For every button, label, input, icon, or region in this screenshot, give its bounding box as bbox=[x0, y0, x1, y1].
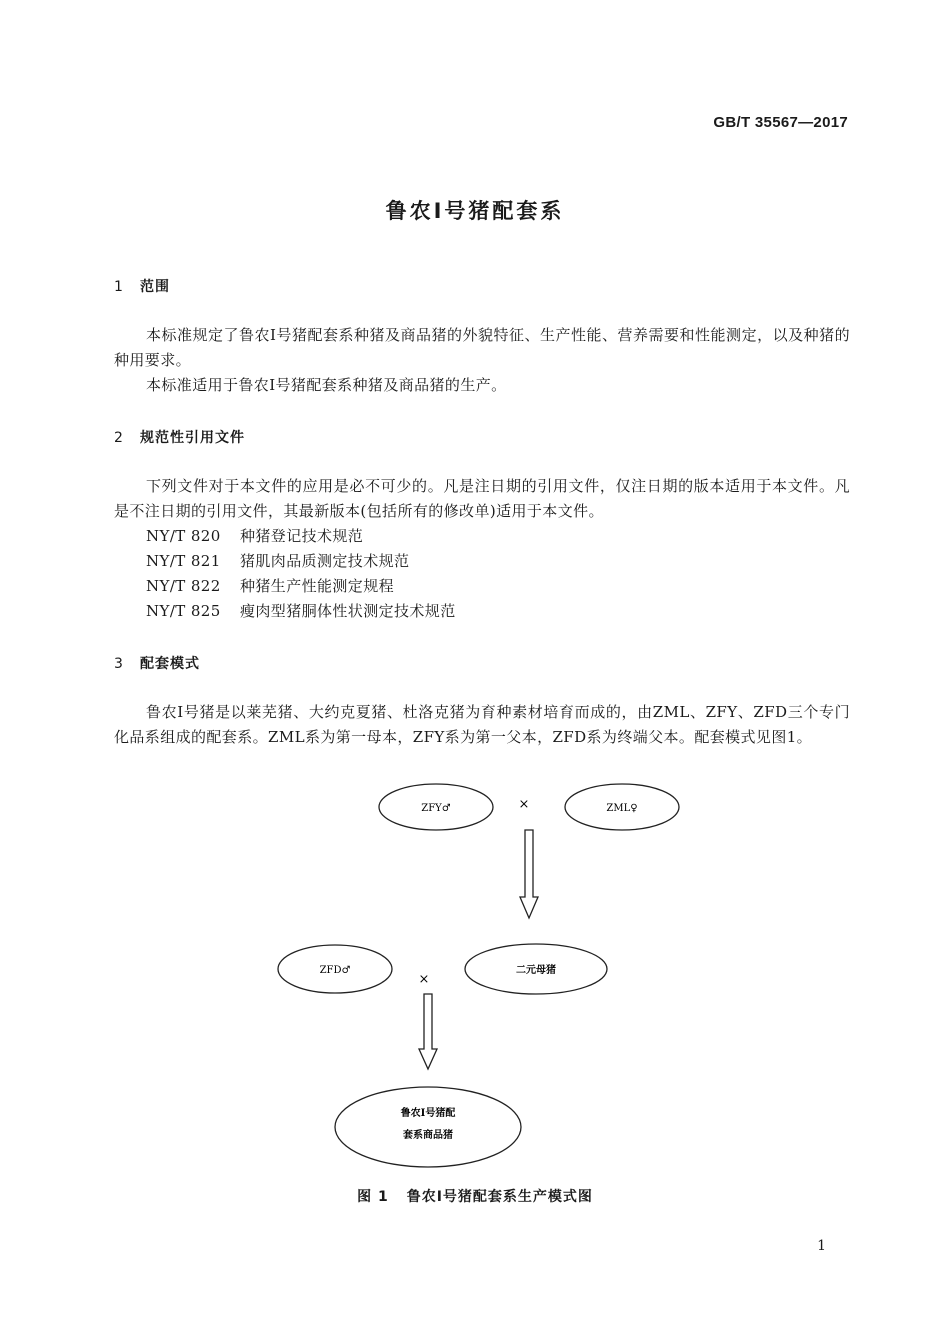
figure-title: 鲁农Ⅰ号猪配套系生产模式图 bbox=[406, 1189, 593, 1205]
reference-title: 瘦肉型猪胴体性状测定技术规范 bbox=[240, 602, 456, 620]
paragraph: 下列文件对于本文件的应用是必不可少的。凡是注日期的引用文件，仅注日期的版本适用于本文件。凡是不注日期的引用文件，其最新版本(包括所有的修改单)适用于本文件。 bbox=[114, 477, 850, 520]
reference-code: NY/T 821 bbox=[146, 552, 221, 570]
two-way-sow-label: 二元母猪 bbox=[516, 965, 556, 976]
page-title: 鲁农Ⅰ号猪配套系 bbox=[385, 199, 565, 223]
paragraph: 本标准规定了鲁农Ⅰ号猪配套系种猪及商品猪的外貌特征、生产性能、营养需要和性能测定，以及种猪的种用要求。 bbox=[114, 326, 850, 369]
page-number: 1 bbox=[817, 1238, 826, 1254]
zml-female-label: ZML♀ bbox=[606, 803, 638, 814]
section-title: 配套模式 bbox=[140, 656, 200, 672]
arrow-down-icon bbox=[419, 994, 437, 1069]
standard-code: GB/T 35567—2017 bbox=[713, 114, 848, 131]
section-number: 1 bbox=[114, 279, 124, 295]
cross-symbol: × bbox=[518, 797, 530, 812]
reference-title: 种猪生产性能测定规程 bbox=[240, 577, 395, 595]
cross-symbol: × bbox=[418, 972, 430, 987]
paragraph: 本标准适用于鲁农Ⅰ号猪配套系种猪及商品猪的生产。 bbox=[146, 376, 507, 394]
section-title: 范围 bbox=[140, 279, 170, 295]
figure-label: 图 1 bbox=[357, 1189, 389, 1205]
commercial-pig-node bbox=[335, 1087, 521, 1167]
reference-title: 猪肌肉品质测定技术规范 bbox=[240, 552, 410, 570]
reference-code: NY/T 825 bbox=[146, 602, 221, 620]
zfy-male-label: ZFY♂ bbox=[421, 803, 451, 814]
reference-title: 种猪登记技术规范 bbox=[240, 527, 364, 545]
arrow-down-icon bbox=[520, 830, 538, 918]
section-number: 2 bbox=[114, 430, 124, 446]
zfd-male-label: ZFD♂ bbox=[319, 965, 351, 976]
reference-code: NY/T 820 bbox=[146, 527, 221, 545]
section-number: 3 bbox=[114, 656, 124, 672]
section-title: 规范性引用文件 bbox=[140, 430, 245, 446]
commercial-pig-label-line2: 套系商品猪 bbox=[403, 1130, 453, 1141]
figure-caption bbox=[0, 1186, 950, 1206]
reference-code: NY/T 822 bbox=[146, 577, 221, 595]
commercial-pig-label-line1: 鲁农Ⅰ号猪配 bbox=[400, 1108, 456, 1119]
paragraph: 鲁农Ⅰ号猪是以莱芜猪、大约克夏猪、杜洛克猪为育种素材培育而成的，由ZML、ZFY、ZFD三个专门化品系组成的配套系。ZML系为第一母本，ZFY系为第一父本，ZFD系为终端父本。配套模式见图1。 bbox=[114, 703, 850, 746]
